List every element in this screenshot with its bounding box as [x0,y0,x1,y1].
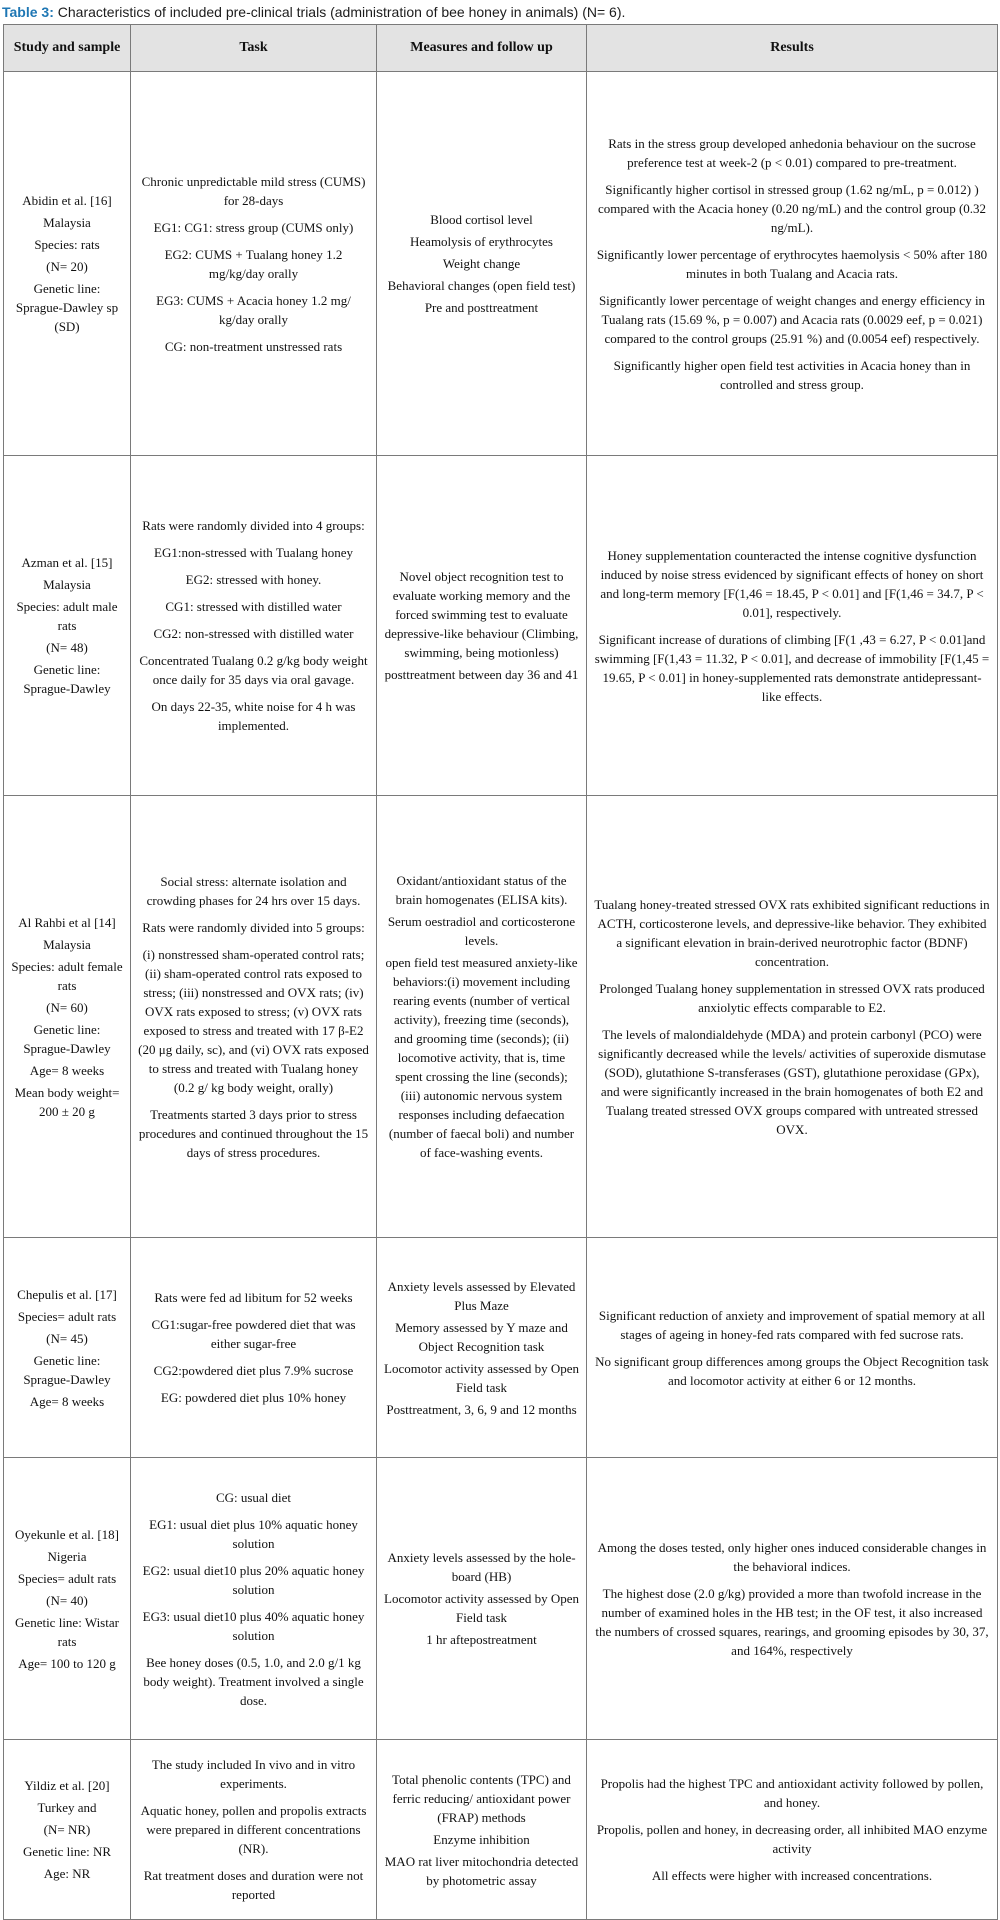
cell-paragraph: Significant increase of durations of climbing [F(1 ,43 = 6.27, P < 0.01]and swimming [F(1,43 = 11.32, P < 0.01], and decrease of immobility [F(1,45 = 19.65, P < 0.01] in honey-supplemented rats demonstrate antidepressant-like effects. [594,631,990,704]
cell-paragraph: Posttreatment, 3, 6, 9 and 12 months [386,1401,577,1417]
cell-paragraph: Genetic line: Sprague-Dawley sp (SD) [15,281,119,334]
cell-paragraph: Age= 100 to 120 g [18,1655,116,1671]
cell-paragraph: Al Rahbi et al [14] [18,914,116,930]
table-row [4,72,998,456]
task-cell [131,1238,377,1458]
cell-paragraph: Propolis, pollen and honey, in decreasing order, all inhibited MAO enzyme activity [596,1822,988,1856]
cell-paragraph: CG: non-treatment unstressed rats [164,338,343,354]
cell-paragraph: Concentrated Tualang 0.2 g/kg body weight once daily for 35 days via oral gavage. [139,653,368,687]
cell-paragraph: Species= adult rats [17,1308,117,1324]
cell-paragraph: Blood cortisol level [430,212,533,227]
table-row [4,1740,998,1920]
measures-cell [377,1458,587,1740]
cell-paragraph: Abidin et al. [16] [22,193,112,208]
cell-paragraph: Significantly higher open field test activities in Acacia honey than in controlled and stress group. [613,357,971,392]
cell-paragraph: Rats in the stress group developed anhedonia behaviour on the sucrose preference test at week-2 (p < 0.01) compared to pre-treatment. [608,135,976,170]
cell-paragraph: CG: usual diet [215,1489,292,1505]
cell-paragraph: Malaysia [43,936,91,952]
task-cell [131,1458,377,1740]
cell-paragraph: Pre and posttreatment [424,300,539,315]
cell-paragraph: The study included In vivo and in vitro experiments. [151,1757,356,1791]
cell-paragraph: EG2: CUMS + Tualang honey 1.2 mg/kg/day orally [164,246,343,281]
cell-paragraph: Malaysia [43,577,91,592]
cell-paragraph: Oxidant/antioxidant status of the brain homogenates (ELISA kits). [395,873,568,907]
results-cell [587,1740,998,1920]
cell-paragraph: Locomotor activity assessed by Open Field task [384,1591,579,1625]
table-caption-text: Characteristics of included pre-clinical trials (administration of bee honey in animals) (N= 6). [53,4,626,20]
cell-paragraph: (N= NR) [43,1822,91,1837]
header-task: Task [131,25,377,72]
cell-paragraph: Turkey and [37,1800,97,1815]
cell-paragraph: Rat treatment doses and duration were not reported [143,1868,364,1902]
cell-paragraph: Genetic line: Sprague-Dawley [23,1021,111,1056]
cell-paragraph: Chronic unpredictable mild stress (CUMS) for 28-days [141,173,366,208]
cell-paragraph: The levels of malondialdehyde (MDA) and protein carbonyl (PCO) were significantly decreased while the levels/ activities of superoxide dismutase (SOD), glutathione S-transferases (GST), glutathione peroxidase (GPx), and were significantly increased in the brain homogenates of both E2 and Tualang treated stressed OVX groups compared with untreated stressed OVX. [598,1026,986,1137]
cell-paragraph: Genetic line: NR [22,1844,112,1859]
measures-cell [377,72,587,456]
study-cell [4,1740,131,1920]
cell-paragraph: Significantly lower percentage of erythrocytes haemolysis < 50% after 180 minutes in both Tualang and Acacia rats. [596,246,988,281]
cell-paragraph: Mean body weight= 200 ± 20 g [14,1084,120,1119]
cell-paragraph: Significantly lower percentage of weight changes and energy efficiency in Tualang rats (15.69 %, p = 0.007) and Acacia rats (0.0029 eef, p = 0.021) compared to the control groups (25.91 %) and (0.0054 eef) respectively. [598,292,986,346]
cell-paragraph: (N= 20) [46,259,88,274]
cell-paragraph: Treatments started 3 days prior to stress procedures and continued throughout the 15 days of stress procedures. [138,1106,369,1160]
cell-paragraph: Social stress: alternate isolation and crowding phases for 24 hrs over 15 days. [146,873,361,908]
task-cell [131,796,377,1238]
cell-paragraph: Significantly higher cortisol in stressed group (1.62 ng/mL, p = 0.012) ) compared with the Acacia honey (0.20 ng/mL) and the control group (0.32 ng/mL). [597,181,987,235]
header-results: Results [587,25,998,72]
cell-paragraph: No significant group differences among groups the Object Recognition task and locomotor activity at either 6 or 12 months. [595,1353,989,1388]
measures-cell [377,796,587,1238]
cell-paragraph: Anxiety levels assessed by the hole-board (HB) [387,1550,576,1584]
cell-paragraph: EG2: stressed with honey. [185,572,322,587]
study-cell [4,796,131,1238]
task-cell [131,456,377,796]
table-row [4,456,998,796]
cell-paragraph: Anxiety levels assessed by Elevated Plus Maze [387,1278,576,1313]
cell-paragraph: Honey supplementation counteracted the intense cognitive dysfunction induced by noise stress evidenced by significant effects of honey on short and long-term memory [F(1,46 = 18.45, P < 0.01] and [F(1,46 = 34.7, P < 0.01], respectively. [600,547,984,620]
table-row [4,796,998,1238]
cell-paragraph: MAO rat liver mitochondria detected by photometric assay [384,1853,579,1888]
cell-paragraph: Among the doses tested, only higher ones induced considerable changes in the behavioral indices. [597,1539,987,1574]
cell-paragraph: The highest dose (2.0 g/kg) provided a more than twofold increase in the number of examined holes in the HB test; in the OF test, it also increased the numbers of crossed squares, rearings, and grooming episodes by 30, 37, and 164%, respectively [595,1585,989,1658]
task-cell [131,72,377,456]
cell-paragraph: Rats were fed ad libitum for 52 weeks [154,1290,353,1305]
study-cell [4,72,131,456]
study-cell [4,1238,131,1458]
cell-paragraph: Species= adult rats [17,1570,117,1586]
cell-paragraph: CG2:powdered diet plus 7.9% sucrose [153,1363,354,1378]
cell-paragraph: Total phenolic contents (TPC) and ferric reducing/ antioxidant power (FRAP) methods [392,1771,571,1825]
cell-paragraph: Significant reduction of anxiety and improvement of spatial memory at all stages of ageing in honey-fed rats compared with fed sucrose rats. [598,1307,986,1342]
header-study-and-sample: Study and sample [4,25,131,72]
cell-paragraph: On days 22-35, white noise for 4 h was implemented. [151,699,356,733]
cell-paragraph: Heamolysis of erythrocytes [410,234,553,249]
cell-paragraph: Species: adult female rats [11,958,123,993]
cell-paragraph: Tualang honey-treated stressed OVX rats exhibited significant reductions in ACTH, corticosterone levels, and depressive-like behavior. They exhibited a significant elevation in brain-derived neurotrophic factor (BDNF) concentration. [594,896,990,969]
cell-paragraph: EG1: CG1: stress group (CUMS only) [153,219,354,235]
cell-paragraph: Malaysia [43,215,91,230]
cell-paragraph: Age= 8 weeks [29,1393,105,1409]
cell-paragraph: Genetic line: Sprague-Dawley [23,1352,111,1387]
cell-paragraph: Prolonged Tualang honey supplementation in stressed OVX rats produced anxiolytic effects comparable to E2. [599,980,985,1015]
cell-paragraph: (N= 45) [46,1330,88,1346]
table-caption [0,4,1000,20]
results-cell [587,1238,998,1458]
table-row [4,1238,998,1458]
measures-cell [377,1740,587,1920]
cell-paragraph: Bee honey doses (0.5, 1.0, and 2.0 g/1 kg body weight). Treatment involved a single dose. [143,1654,364,1708]
cell-paragraph: Behavioral changes (open field test) [387,278,576,293]
table-header-row [4,25,998,72]
cell-paragraph: Enzyme inhibition [433,1831,530,1847]
cell-paragraph: open field test measured anxiety-like behaviors:(i) movement including rearing events (number of vertical activity), freezing time (seconds), and grooming time (seconds); (ii) locomotive activity, that is, time spent crossing the line (seconds); (iii) autonomic nervous system responses including defaecation (number of faecal boli) and number of face-washing events. [385,955,578,1160]
cell-paragraph: EG1:non-stressed with Tualang honey [154,545,353,560]
cell-paragraph: Propolis had the highest TPC and antioxidant activity followed by pollen, and honey. [600,1776,984,1810]
cell-paragraph: (N= 60) [46,999,88,1015]
cell-paragraph: Chepulis et al. [17] [17,1286,117,1302]
cell-paragraph: All effects were higher with increased concentrations. [651,1868,933,1883]
cell-paragraph: EG: powdered diet plus 10% honey [160,1390,347,1405]
results-cell [587,72,998,456]
cell-paragraph: EG3: usual diet10 plus 40% aquatic honey solution [142,1608,365,1643]
header-measures-and-follow-up: Measures and follow up [377,25,587,72]
cell-paragraph: EG2: usual diet10 plus 20% aquatic honey solution [142,1562,365,1597]
task-cell [131,1740,377,1920]
results-cell [587,456,998,796]
measures-cell [377,456,587,796]
study-cell [4,456,131,796]
characteristics-table [3,24,998,1920]
cell-paragraph: Genetic line: Sprague-Dawley [23,662,111,696]
results-cell [587,796,998,1238]
study-cell [4,1458,131,1740]
cell-paragraph: Serum oestradiol and corticosterone levels. [387,914,576,948]
cell-paragraph: Locomotor activity assessed by Open Field task [384,1360,579,1395]
cell-paragraph: Rats were randomly divided into 4 groups: [142,518,365,533]
cell-paragraph: CG2: non-stressed with distilled water [153,626,354,641]
cell-paragraph: CG1:sugar-free powdered diet that was either sugar-free [151,1317,356,1351]
cell-paragraph: Weight change [442,256,521,271]
results-cell [587,1458,998,1740]
cell-paragraph: (i) nonstressed sham-operated control rats; (ii) sham-operated control rats exposed to stress; (iii) nonstressed and OVX rats; (iv) OVX rats exposed to stress; (v) OVX rats exposed to stress and treated with 17 β-E2 (20 μg daily, sc), and (vi) OVX rats exposed to stress and treated with Tualang honey (0.2 g/ kg body weight, orally) [138,946,369,1095]
cell-paragraph: Yildiz et al. [20] [24,1778,110,1793]
cell-paragraph: Genetic line: Wistar rats [15,1614,119,1649]
cell-paragraph: EG1: usual diet plus 10% aquatic honey solution [149,1516,358,1551]
cell-paragraph: Oyekunle et al. [18] [15,1526,119,1542]
measures-cell [377,1238,587,1458]
cell-paragraph: Species: adult male rats [16,599,118,633]
cell-paragraph: Age= 8 weeks [29,1062,105,1078]
cell-paragraph: Aquatic honey, pollen and propolis extracts were prepared in different concentrations (NR). [140,1803,367,1856]
cell-paragraph: (N= 48) [46,640,88,655]
cell-paragraph: Age: NR [43,1866,91,1881]
table-caption-label: Table 3: [2,4,54,20]
cell-paragraph: 1 hr aftepostreatment [426,1632,537,1647]
cell-paragraph: (N= 40) [46,1592,88,1608]
cell-paragraph: Rats were randomly divided into 5 groups: [142,919,365,935]
cell-paragraph: CG1: stressed with distilled water [165,599,342,614]
cell-paragraph: Novel object recognition test to evaluate working memory and the forced swimming test to evaluate depressive-like behaviour (Climbing, swimming, being motionless) [384,569,579,660]
cell-paragraph: posttreatment between day 36 and 41 [384,667,579,682]
table-row [4,1458,998,1740]
cell-paragraph: Memory assessed by Y maze and Object Recognition task [395,1319,568,1354]
cell-paragraph: EG3: CUMS + Acacia honey 1.2 mg/ kg/day orally [156,292,351,327]
cell-paragraph: Azman et al. [15] [21,555,113,570]
cell-paragraph: Nigeria [47,1548,87,1564]
cell-paragraph: Species: rats [34,237,100,252]
